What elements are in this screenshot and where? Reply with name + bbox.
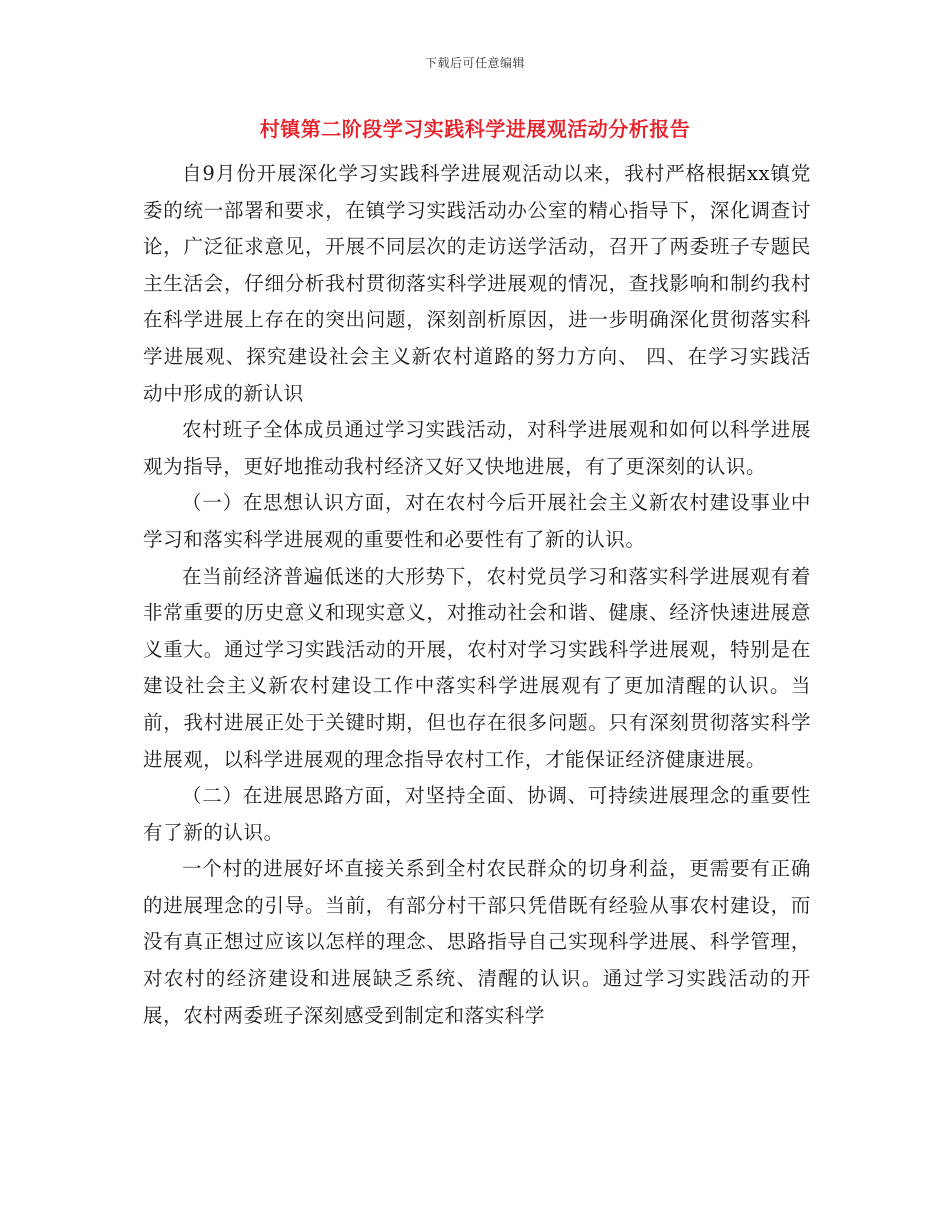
paragraph: 自9月份开展深化学习实践科学进展观活动以来，我村严格根据xx镇党委的统一部署和要求，在镇学习实践活动办公室的精心指导下，深化调查讨论，广泛征求意见，开展不同层次的走访送学活动，召开了两委班子专题民主生活会，仔细分析我村贯彻落实科学进展观的情况，查找影响和制约我村在科学进展上存在的突出问题，深刻剖析原因，进一步明确深化贯彻落实科学进展观、探究建设社会主义新农村道路的努力方向、 四、在学习实践活动中形成的新认识 — [143, 162, 811, 405]
paragraph: （一）在思想认识方面，对在农村今后开展社会主义新农村建设事业中学习和落实科学进展观的重要性和必要性有了新的认识。 — [143, 491, 811, 551]
paragraph: 在当前经济普遍低迷的大形势下，农村党员学习和落实科学进展观有着非常重要的历史意义和现实意义，对推动社会和谐、健康、经济快速进展意义重大。通过学习实践活动的开展，农村对学习实践科学进展观，特别是在建设社会主义新农村建设工作中落实科学进展观有了更加清醒的认识。当前，我村进展正处于关键时期，但也存在很多问题。只有深刻贯彻落实科学进展观，以科学进展观的理念指导农村工作，才能保证经济健康进展。 — [143, 564, 811, 771]
paragraph: 一个村的进展好坏直接关系到全村农民群众的切身利益，更需要有正确的进展理念的引导。当前，有部分村干部只凭借既有经验从事农村建设，而没有真正想过应该以怎样的理念、思路指导自己实现科学进展、科学管理，对农村的经济建设和进展缺乏系统、清醒的认识。通过学习实践活动的开展，农村两委班子深刻感受到制定和落实科学 — [143, 857, 811, 1027]
paragraph: 农村班子全体成员通过学习实践活动，对科学进展观和如何以科学进展观为指导，更好地推动我村经济又好又快地进展，有了更深刻的认识。 — [143, 418, 811, 478]
document-title: 村镇第二阶段学习实践科学进展观活动分析报告 — [259, 117, 691, 141]
header-note: 下载后可任意编辑 — [424, 56, 525, 70]
paragraph: （二）在进展思路方面，对坚持全面、协调、可持续进展理念的重要性有了新的认识。 — [143, 784, 811, 844]
document-body — [143, 156, 811, 1034]
